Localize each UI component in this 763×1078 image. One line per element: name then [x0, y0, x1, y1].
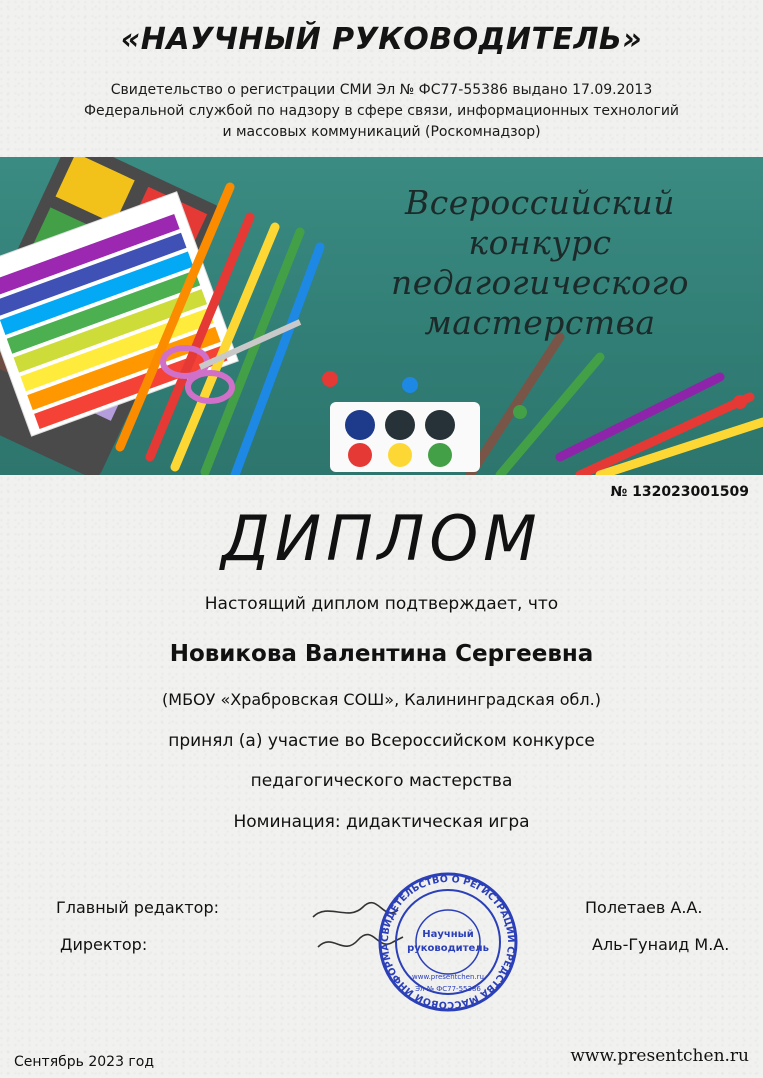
- registration-line-2: Федеральной службой по надзору в сфере связи, информационных технологий: [83, 103, 680, 119]
- organization-text: (МБОУ «Храбровская СОШ», Калининградская обл.): [162, 690, 601, 709]
- issue-date: Сентябрь 2023 год: [14, 1054, 155, 1070]
- official-stamp: [308, 862, 523, 1012]
- director-name: Аль-Гунаид М.А.: [592, 935, 730, 954]
- contest-name-text: педагогического мастерства: [250, 771, 513, 791]
- journal-title: «НАУЧНЫЙ РУКОВОДИТЕЛЬ»: [120, 22, 643, 57]
- editor-name: Полетаев А.А.: [585, 898, 703, 917]
- confirms-text: Настоящий диплом подтверждает, что: [204, 594, 559, 614]
- editor-label: Главный редактор:: [56, 898, 219, 917]
- registration-line-3: и массовых коммуникаций (Роскомнадзор): [222, 124, 541, 140]
- website-link[interactable]: www.presentchen.ru: [570, 1046, 749, 1066]
- stamp-ring-text: СВИДЕТЕЛЬСТВО О РЕГИСТРАЦИИ СРЕДСТВА МАССОВОЙ ИНФОРМАЦИИ: [368, 862, 517, 1011]
- diploma-title: ДИПЛОМ: [221, 502, 542, 575]
- diploma-number: № 132023001509: [610, 484, 749, 500]
- recipient-name: Новикова Валентина Сергеевна: [169, 641, 594, 667]
- contest-title-line-4: мастерства: [424, 303, 656, 342]
- contest-title-line-3: педагогического: [390, 263, 689, 302]
- contest-title-line-2: конкурс: [468, 223, 612, 262]
- stamp-url: www.presentchen.ru: [412, 973, 484, 981]
- director-label: Директор:: [60, 935, 148, 954]
- stamp-center-line-2: руководитель: [407, 943, 489, 954]
- banner-image: [0, 157, 763, 475]
- nomination-text: Номинация: дидактическая игра: [233, 812, 530, 832]
- registration-info: [0, 80, 763, 143]
- contest-title: [375, 183, 705, 343]
- participation-text: принял (а) участие во Всероссийском конкурсе: [168, 731, 595, 751]
- stamp-center-line-1: Научный: [422, 929, 474, 940]
- stamp-reg: Эл № ФС77-55386: [415, 985, 481, 993]
- contest-title-line-1: Всероссийский: [405, 183, 675, 222]
- stamp-seal: [308, 862, 523, 1012]
- registration-line-1: Свидетельство о регистрации СМИ Эл № ФС77-55386 выдано 17.09.2013: [110, 82, 653, 98]
